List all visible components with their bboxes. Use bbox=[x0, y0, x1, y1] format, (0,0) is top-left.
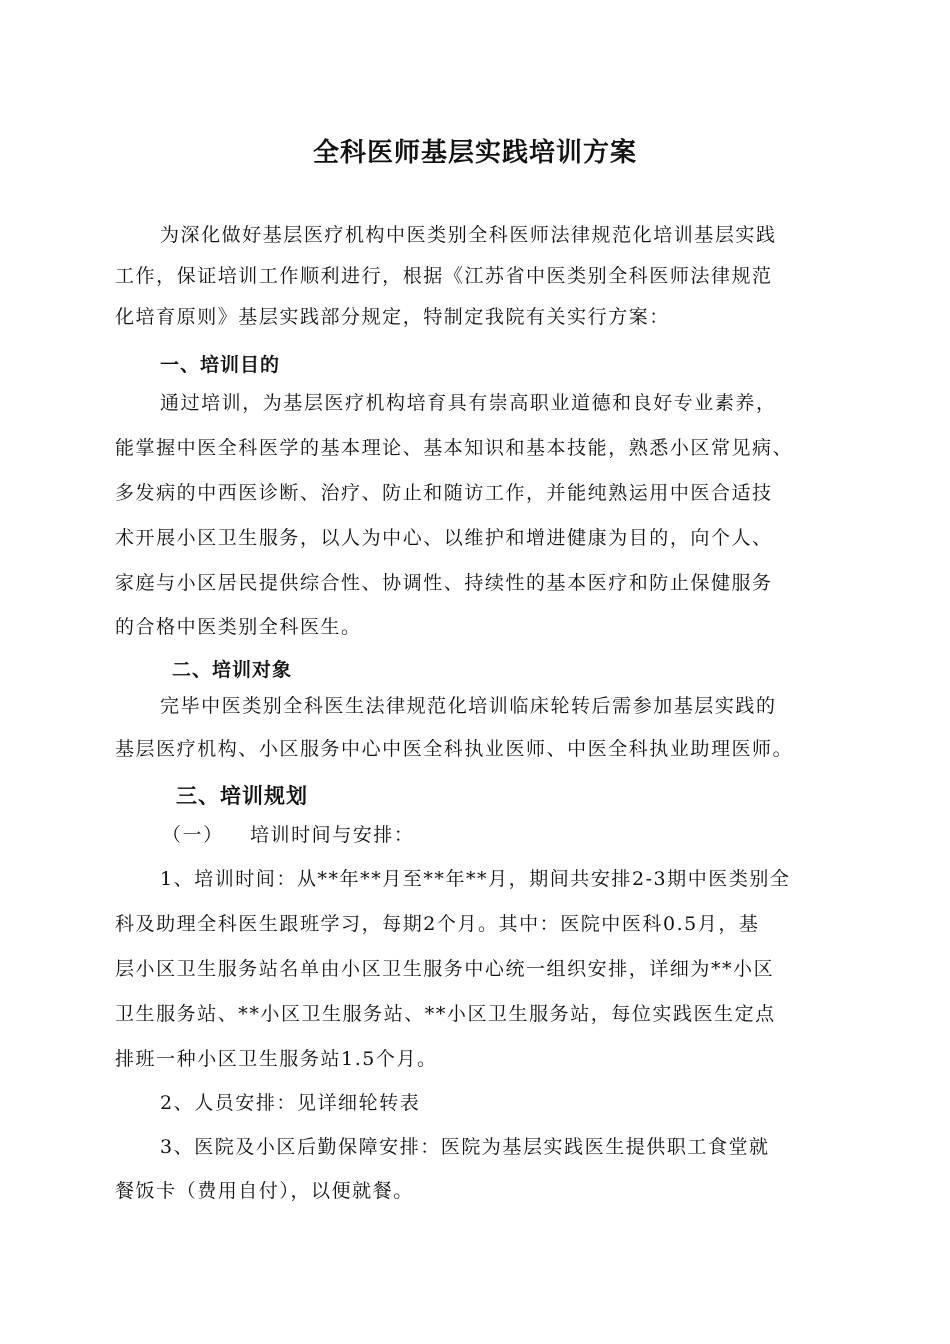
section2-heading: 二、培训对象 bbox=[172, 659, 293, 681]
section3-heading: 三、培训规划 bbox=[176, 784, 308, 808]
section3-line-1: 1、培训时间：从**年**月至**年**月，期间共安排2-3期中医类别全 bbox=[160, 868, 791, 890]
section2-line-1: 完毕中医类别全科医生法律规范化培训临床轮转后需参加基层实践的 bbox=[160, 695, 777, 717]
section3-line-3: 层小区卫生服务站名单由小区卫生服务中心统一组织安排，详细为**小区 bbox=[115, 958, 775, 980]
section3-line-6: 2、人员安排：见详细轮转表 bbox=[160, 1092, 421, 1114]
section3-line-8: 餐饭卡（费用自付），以便就餐。 bbox=[115, 1180, 414, 1202]
section1-line-1: 通过培训，为基层医疗机构培育具有崇高职业道德和良好专业素养， bbox=[160, 392, 777, 414]
section1-line-4: 术开展小区卫生服务，以人为中心、以维护和增进健康为目的，向个人、 bbox=[115, 527, 773, 549]
section3-line-2: 科及助理全科医生跟班学习，每期2个月。其中：医院中医科0.5月，基 bbox=[115, 913, 760, 935]
section3-line-7: 3、医院及小区后勤保障安排：医院为基层实践医生提供职工食堂就 bbox=[160, 1136, 770, 1158]
document-title: 全科医师基层实践培训方案 bbox=[312, 138, 637, 168]
section3-sub1-text: 培训时间与安排： bbox=[250, 824, 415, 846]
section3-line-4: 卫生服务站、**小区卫生服务站、**小区卫生服务站，每位实践医生定点 bbox=[115, 1003, 776, 1025]
section3-line-5: 排班一种小区卫生服务站1.5个月。 bbox=[115, 1048, 438, 1070]
section3-sub1-label: （一） bbox=[162, 824, 224, 846]
section1-line-3: 多发病的中西医诊断、治疗、防止和随访工作，并能纯熟运用中医合适技 bbox=[115, 482, 773, 504]
section1-line-5: 家庭与小区居民提供综合性、协调性、持续性的基本医疗和防止保健服务 bbox=[115, 572, 773, 594]
section2-line-2: 基层医疗机构、小区服务中心中医全科执业医师、中医全科执业助理医师。 bbox=[115, 738, 794, 760]
intro-line-1: 为深化做好基层医疗机构中医类别全科医师法律规范化培训基层实践 bbox=[160, 224, 777, 246]
intro-line-2: 工作，保证培训工作顺利进行，根据《江苏省中医类别全科医师法律规范 bbox=[115, 265, 773, 287]
intro-line-3: 化培育原则》基层实践部分规定，特制定我院有关实行方案： bbox=[115, 306, 670, 328]
section1-line-6: 的合格中医类别全科医生。 bbox=[115, 616, 362, 638]
section1-line-2: 能掌握中医全科医学的基本理论、基本知识和基本技能，熟悉小区常见病、 bbox=[115, 437, 794, 459]
section1-heading: 一、培训目的 bbox=[160, 354, 281, 376]
